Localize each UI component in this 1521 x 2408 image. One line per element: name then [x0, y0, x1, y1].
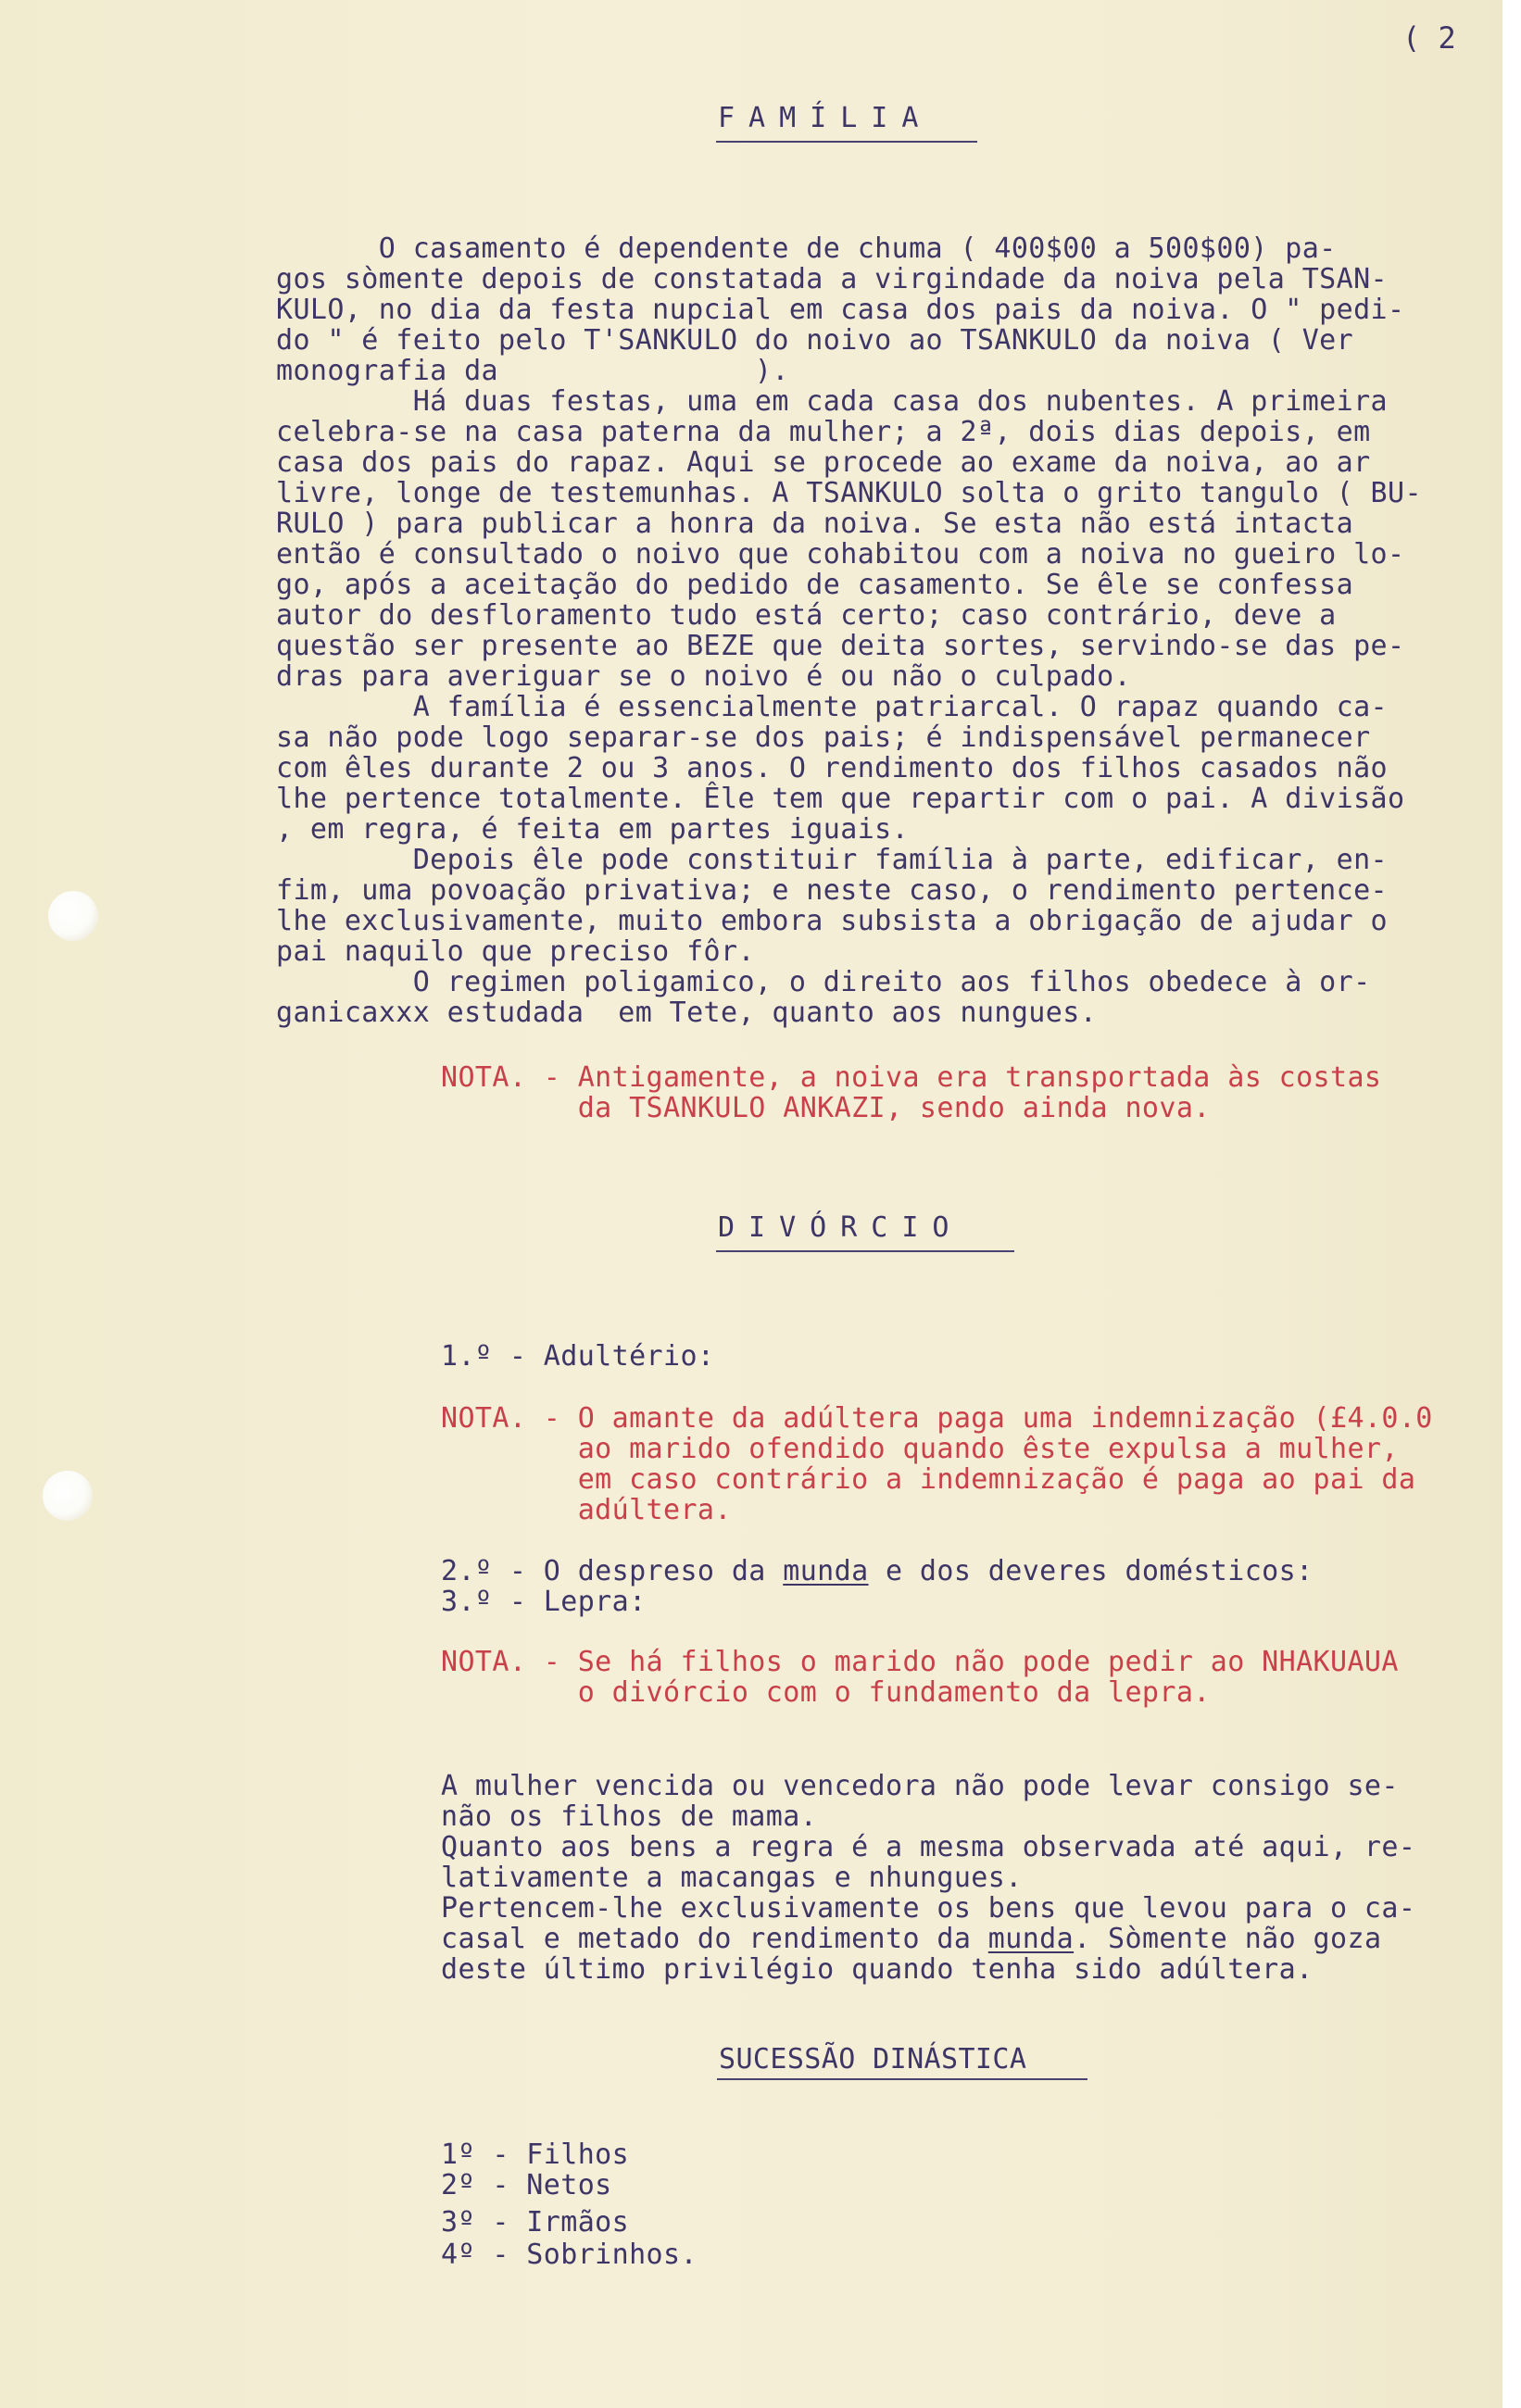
item-text: 2.º - O despreso da: [441, 1555, 784, 1587]
item-text: e dos deveres domésticos:: [868, 1555, 1314, 1587]
body-line: monografia da ).: [276, 355, 789, 387]
body-line: casa dos pais do rapaz. Aqui se procede ao exame da noiva, ao ar: [276, 446, 1371, 479]
punch-hole-lower: [43, 1471, 93, 1521]
heading-underline-sucessao: [717, 2078, 1087, 2080]
body-line: A família é essencialmente patriarcal. O rapaz quando ca-: [276, 691, 1388, 723]
heading-underline-familia: [716, 141, 977, 143]
underlined-term: munda: [783, 1555, 869, 1587]
page-number: ( 2: [1402, 20, 1456, 56]
list-item: 3º - Irmãos: [441, 2206, 630, 2239]
nota-line: da TSANKULO ANKAZI, sendo ainda nova.: [441, 1092, 1211, 1124]
body-line: lativamente a macangas e nhungues.: [441, 1862, 1023, 1894]
body-line: sa não pode logo separar-se dos pais; é indispensável permanecer: [276, 721, 1371, 754]
section-heading-familia: FAMÍLIA: [718, 102, 933, 134]
list-item: 2º - Netos: [441, 2169, 612, 2201]
body-line: do " é feito pelo T'SANKULO do noivo ao TSANKULO da noiva ( Ver: [276, 324, 1354, 357]
body-line: questão ser presente ao BEZE que deita sortes, servindo-se das pe-: [276, 630, 1405, 662]
body-line: go, após a aceitação do pedido de casamento. Se êle se confessa: [276, 569, 1354, 601]
body-line: não os filhos de mama.: [441, 1800, 818, 1833]
body-line: ganicaxxx estudada em Tete, quanto aos nungues.: [276, 997, 1098, 1029]
nota-line: ao marido ofendido quando êste expulsa a mulher,: [441, 1433, 1399, 1465]
body-line: deste último privilégio quando tenha sido adúltera.: [441, 1953, 1314, 1986]
body-line: Depois êle pode constituir família à parte, edificar, en-: [276, 844, 1388, 876]
nota-line: NOTA. - Antigamente, a noiva era transportada às costas: [441, 1061, 1382, 1094]
body-line: RULO ) para publicar a honra da noiva. Se esta não está intacta: [276, 508, 1354, 540]
body-line: livre, longe de testemunhas. A TSANKULO solta o grito tangulo ( BU-: [276, 477, 1422, 509]
line-text: casal e metado do rendimento da: [441, 1923, 988, 1955]
nota-line: adúltera.: [441, 1494, 732, 1526]
underlined-term: munda: [987, 1923, 1075, 1955]
nota-line: em caso contrário a indemnização é paga ao pai da: [441, 1463, 1416, 1496]
nota-line: NOTA. - O amante da adúltera paga uma indemnização (£4.0.0: [441, 1402, 1433, 1435]
punch-hole-upper: [48, 891, 98, 941]
body-line: O regimen poligamico, o direito aos filhos obedece à or-: [276, 966, 1371, 998]
line-text: . Sòmente não goza: [1074, 1923, 1382, 1955]
body-line: gos sòmente depois de constatada a virgindade da noiva pela TSAN-: [276, 263, 1388, 295]
scan-edge: [1502, 0, 1521, 2408]
section-heading-sucessao: SUCESSÃO DINÁSTICA: [719, 2043, 1027, 2076]
body-line: dras para averiguar se o noivo é ou não o culpado.: [276, 660, 1132, 693]
divorcio-item-3: 3.º - Lepra:: [441, 1586, 647, 1618]
body-line: [441, 1924, 1381, 1954]
body-line: Há duas festas, uma em cada casa dos nubentes. A primeira: [276, 385, 1388, 418]
nota-line: o divórcio com o fundamento da lepra.: [441, 1676, 1211, 1709]
divorcio-item-1: 1.º - Adultério:: [441, 1340, 715, 1373]
body-line: fim, uma povoação privativa; e neste caso, o rendimento pertence-: [276, 874, 1388, 907]
section-heading-divorcio: DIVÓRCIO: [718, 1211, 963, 1244]
body-line: KULO, no dia da festa nupcial em casa dos pais da noiva. O " pedi-: [276, 294, 1405, 326]
body-line: O casamento é dependente de chuma ( 400$00 a 500$00) pa-: [276, 232, 1337, 265]
body-line: A mulher vencida ou vencedora não pode levar consigo se-: [441, 1770, 1399, 1802]
nota-line: NOTA. - Se há filhos o marido não pode pedir ao NHAKUAUA: [441, 1646, 1399, 1678]
body-line: com êles durante 2 ou 3 anos. O rendimento dos filhos casados não: [276, 752, 1388, 784]
list-item: 4º - Sobrinhos.: [441, 2239, 698, 2271]
body-line: autor do desfloramento tudo está certo; caso contrário, deve a: [276, 599, 1337, 632]
body-line: pai naquilo que preciso fôr.: [276, 935, 755, 968]
body-line: então é consultado o noivo que cohabitou com a noiva no gueiro lo-: [276, 538, 1405, 571]
list-item: 1º - Filhos: [441, 2138, 630, 2171]
body-line: lhe pertence totalmente. Êle tem que repartir com o pai. A divisão: [276, 783, 1405, 815]
divorcio-item-2: [441, 1556, 1314, 1587]
body-line: Pertencem-lhe exclusivamente os bens que levou para o ca-: [441, 1892, 1416, 1925]
body-line: celebra-se na casa paterna da mulher; a 2ª, dois dias depois, em: [276, 416, 1371, 448]
body-line: lhe exclusivamente, muito embora subsista a obrigação de ajudar o: [276, 905, 1388, 937]
heading-underline-divorcio: [716, 1250, 1014, 1252]
body-line: , em regra, é feita em partes iguais.: [276, 813, 910, 846]
body-line: Quanto aos bens a regra é a mesma observada até aqui, re-: [441, 1831, 1416, 1863]
